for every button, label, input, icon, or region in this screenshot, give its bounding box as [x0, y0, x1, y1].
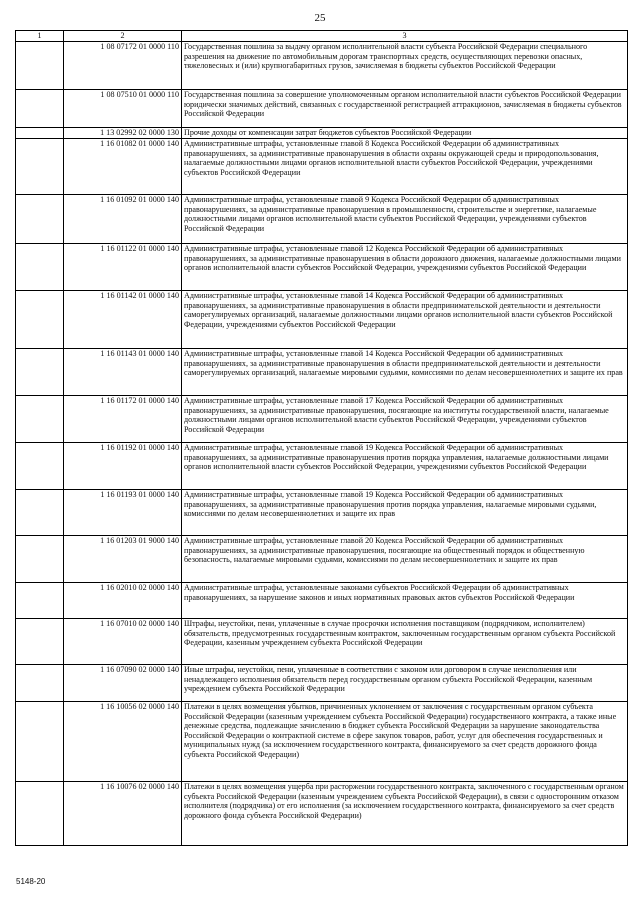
- empty-cell: [16, 782, 64, 846]
- revenue-code: 1 16 01082 01 0000 140: [64, 139, 182, 195]
- revenue-description: Государственная пошлина за совершение уполномоченным органом исполнительной власти субъектов Российской Федерации юридически значимых действий, связанных с государственной регистрацией аттракционов, зачисляемая в бюджеты субъектов Российской Федерации: [182, 90, 628, 128]
- revenue-code: 1 08 07172 01 0000 110: [64, 42, 182, 90]
- table-row: [16, 42, 628, 90]
- revenue-codes-table: [15, 30, 628, 846]
- table-row: [16, 536, 628, 583]
- empty-cell: [16, 90, 64, 128]
- table-row: [16, 244, 628, 291]
- revenue-description: Административные штрафы, установленные главой 9 Кодекса Российской Федерации об административных правонарушениях, за административные правонарушения в промышленности, строительстве и энергетике, налагаемые должностными лицами органов исполнительной власти субъектов Российской Федерации, учреждениями субъектов Российской Федерации: [182, 195, 628, 244]
- revenue-code: 1 16 01193 01 0000 140: [64, 490, 182, 536]
- revenue-code: 1 16 10056 02 0000 140: [64, 702, 182, 782]
- table-row: [16, 583, 628, 619]
- revenue-description: Государственная пошлина за выдачу органом исполнительной власти субъекта Российской Федерации специального разрешения на движение по автомобильным дорогам транспортных средств, осуществляющих перевозки опасных, тяжеловесных и (или) крупногабаритных грузов, зачисляемая в бюджеты субъектов Российской Федерации: [182, 42, 628, 90]
- empty-cell: [16, 443, 64, 490]
- table-row: [16, 90, 628, 128]
- revenue-code: 1 16 01172 01 0000 140: [64, 396, 182, 443]
- revenue-description: Платежи в целях возмещения ущерба при расторжении государственного контракта, заключенного с государственным органом субъекта Российской Федерации (казенным учреждением субъекта Российской Федерации), в связи с односторонним отказом исполнителя (подрядчика) от его исполнения (за исключением государственного контракта, финансируемого за счет средств дорожного фонда субъекта Российской Федерации): [182, 782, 628, 846]
- empty-cell: [16, 583, 64, 619]
- revenue-description: Административные штрафы, установленные главой 19 Кодекса Российской Федерации об административных правонарушениях, за административные правонарушения против порядка управления, налагаемые должностными лицами органов исполнительной власти субъектов Российской Федерации, учреждениями субъектов Российской Федерации: [182, 443, 628, 490]
- table-row: [16, 443, 628, 490]
- revenue-code: 1 08 07510 01 0000 110: [64, 90, 182, 128]
- revenue-code: 1 13 02992 02 0000 130: [64, 128, 182, 139]
- empty-cell: [16, 291, 64, 349]
- revenue-code: 1 16 07090 02 0000 140: [64, 665, 182, 702]
- empty-cell: [16, 195, 64, 244]
- revenue-description: Платежи в целях возмещения убытков, причиненных уклонением от заключения с государственным органом субъекта Российской Федерации (казенным учреждением субъекта Российской Федерации) государственного контракта, а также иные денежные средства, подлежащие зачислению в бюджет субъекта Российской Федерации за нарушение законодательства Российской Федерации о контрактной системе в сфере закупок товаров, работ, услуг для обеспечения государственных и муниципальных нужд (за исключением государственного контракта, финансируемого за счет средств дорожного фонда субъекта Российской Федерации): [182, 702, 628, 782]
- table-row: [16, 139, 628, 195]
- empty-cell: [16, 490, 64, 536]
- revenue-code: 1 16 01203 01 9000 140: [64, 536, 182, 583]
- revenue-description: Административные штрафы, установленные главой 17 Кодекса Российской Федерации об административных правонарушениях, за административные правонарушения, посягающие на институты государственной власти, налагаемые должностными лицами органов исполнительной власти субъектов Российской Федерации, учреждениями субъектов Российской Федерации: [182, 396, 628, 443]
- revenue-description: Административные штрафы, установленные главой 8 Кодекса Российской Федерации об административных правонарушениях, за административные правонарушения в области охраны окружающей среды и природопользования, налагаемые должностными лицами органов исполнительной власти субъектов Российской Федерации, учреждениями субъектов Российской Федерации: [182, 139, 628, 195]
- revenue-description: Административные штрафы, установленные главой 19 Кодекса Российской Федерации об административных правонарушениях, за административные правонарушения против порядка управления, налагаемые мировыми судьями, комиссиями по делам несовершеннолетних и защите их прав: [182, 490, 628, 536]
- revenue-description: Административные штрафы, установленные главой 14 Кодекса Российской Федерации об административных правонарушениях, за административные правонарушения в области предпринимательской деятельности и деятельности саморегулируемых организаций, налагаемые должностными лицами органов исполнительной власти субъектов Российской Федерации, учреждениями субъектов Российской Федерации: [182, 291, 628, 349]
- table-row: [16, 128, 628, 139]
- empty-cell: [16, 619, 64, 665]
- table-row: [16, 291, 628, 349]
- revenue-code: 1 16 01143 01 0000 140: [64, 349, 182, 396]
- empty-cell: [16, 702, 64, 782]
- revenue-description: Иные штрафы, неустойки, пени, уплаченные в соответствии с законом или договором в случае неисполнения или ненадлежащего исполнения обязательств перед государственным органом субъекта Российской Федерации, казенным учреждением субъекта Российской Федерации: [182, 665, 628, 702]
- table-row: [16, 665, 628, 702]
- empty-cell: [16, 396, 64, 443]
- empty-cell: [16, 244, 64, 291]
- empty-cell: [16, 42, 64, 90]
- revenue-description: Административные штрафы, установленные главой 12 Кодекса Российской Федерации об административных правонарушениях, за административные правонарушения в области дорожного движения, налагаемые должностными лицами органов исполнительной власти субъектов Российской Федерации, учреждениями субъектов Российской Федерации: [182, 244, 628, 291]
- revenue-code: 1 16 07010 02 0000 140: [64, 619, 182, 665]
- revenue-description: Административные штрафы, установленные главой 20 Кодекса Российской Федерации об административных правонарушениях, за административные правонарушения, посягающие на общественный порядок и общественную безопасность, налагаемые мировыми судьями, комиссиями по делам несовершеннолетних и защите их прав: [182, 536, 628, 583]
- table-row: [16, 619, 628, 665]
- column-header-1: 1: [16, 31, 64, 42]
- document-footer-code: 5148-20: [16, 877, 46, 886]
- table-header-row: [16, 31, 628, 42]
- table-row: [16, 702, 628, 782]
- column-header-2: 2: [64, 31, 182, 42]
- empty-cell: [16, 139, 64, 195]
- revenue-code: 1 16 01142 01 0000 140: [64, 291, 182, 349]
- table-row: [16, 396, 628, 443]
- empty-cell: [16, 536, 64, 583]
- revenue-code: 1 16 01092 01 0000 140: [64, 195, 182, 244]
- table-row: [16, 782, 628, 846]
- empty-cell: [16, 128, 64, 139]
- table-row: [16, 490, 628, 536]
- revenue-code: 1 16 01122 01 0000 140: [64, 244, 182, 291]
- revenue-code: 1 16 01192 01 0000 140: [64, 443, 182, 490]
- revenue-description: Штрафы, неустойки, пени, уплаченные в случае просрочки исполнения поставщиком (подрядчиком, исполнителем) обязательств, предусмотренных государственным контрактом, заключенным государственным органом субъекта Российской Федерации, казенным учреждением субъекта Российской Федерации: [182, 619, 628, 665]
- table-row: [16, 195, 628, 244]
- revenue-description: Административные штрафы, установленные законами субъектов Российской Федерации об административных правонарушениях, за нарушение законов и иных нормативных правовых актов субъектов Российской Федерации: [182, 583, 628, 619]
- revenue-description: Административные штрафы, установленные главой 14 Кодекса Российской Федерации об административных правонарушениях, за административные правонарушения в области предпринимательской деятельности и деятельности саморегулируемых организаций, налагаемые мировыми судьями, комиссиями по делам несовершеннолетних и защите их прав: [182, 349, 628, 396]
- column-header-3: 3: [182, 31, 628, 42]
- revenue-description: Прочие доходы от компенсации затрат бюджетов субъектов Российской Федерации: [182, 128, 628, 139]
- revenue-code: 1 16 02010 02 0000 140: [64, 583, 182, 619]
- empty-cell: [16, 349, 64, 396]
- revenue-code: 1 16 10076 02 0000 140: [64, 782, 182, 846]
- table-row: [16, 349, 628, 396]
- page-number: 25: [314, 12, 326, 24]
- empty-cell: [16, 665, 64, 702]
